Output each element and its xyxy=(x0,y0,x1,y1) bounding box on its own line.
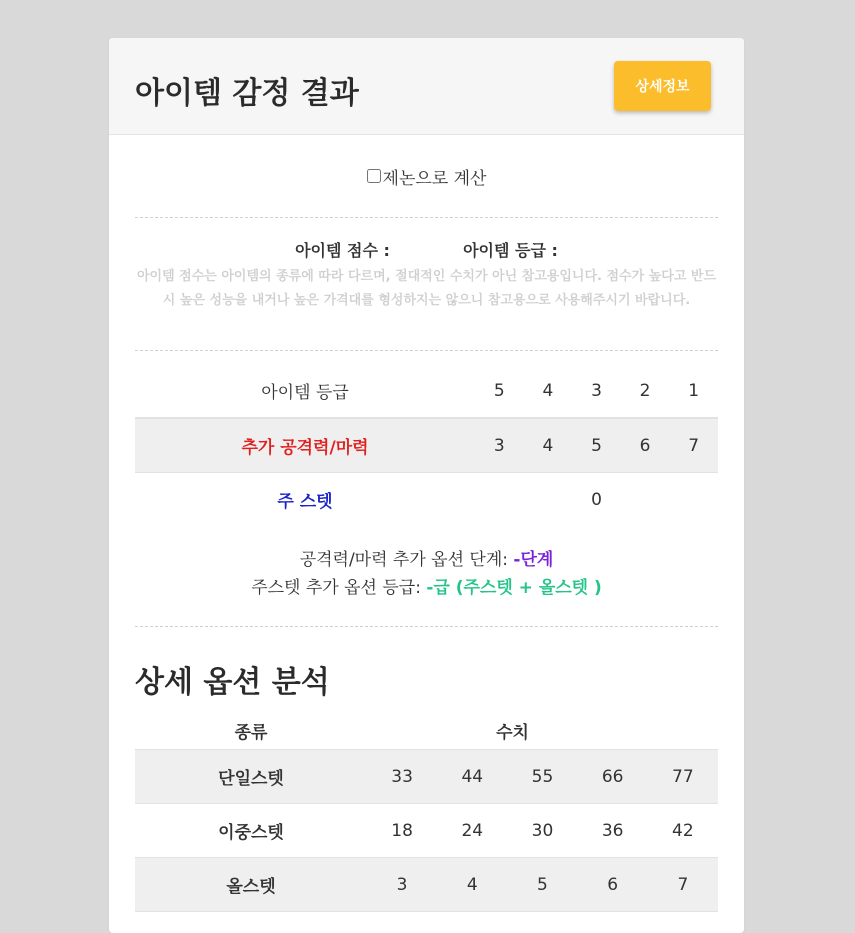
attack-cell: 4 xyxy=(524,418,573,473)
stat-grade-label: 주스텟 추가 옵션 등급: xyxy=(251,578,427,598)
value-column-header: 수치 xyxy=(496,722,529,743)
attack-cell: 5 xyxy=(572,418,621,473)
main-stat-cell: 0 xyxy=(591,489,602,510)
type-column-header: 종류 xyxy=(234,722,268,743)
page-title: 아이템 감정 결과 xyxy=(135,76,359,111)
main-stat-cell xyxy=(669,473,718,527)
option-cell: 33 xyxy=(367,750,437,804)
option-cell: 66 xyxy=(578,750,648,804)
result-card xyxy=(109,38,744,933)
grade-header-label: 아이템 등급 xyxy=(261,383,349,403)
item-score-label: 아이템 점수 : xyxy=(295,241,390,260)
grade-cell: 1 xyxy=(688,380,700,401)
option-cell: 4 xyxy=(437,858,507,912)
main-stat-cell xyxy=(475,473,524,527)
option-cell: 42 xyxy=(672,820,694,841)
item-grade-label: 아이템 등급 : xyxy=(463,241,558,260)
zenon-checkbox[interactable] xyxy=(367,169,381,183)
option-cell: 30 xyxy=(531,820,554,841)
score-note: 아이템 점수는 아이템의 종류에 따라 다르며, 절대적인 수치가 아닌 참고용입니다. 점수가 높다고 반드시 높은 성능을 내거나 높은 가격대를 형성하지는 않으니 참고용으로 사용해주시기 바랍니다. xyxy=(136,269,717,308)
option-cell: 77 xyxy=(648,750,718,804)
detail-info-button[interactable]: 상세정보 xyxy=(614,61,711,111)
option-row xyxy=(135,804,718,858)
attack-cell: 7 xyxy=(669,418,718,473)
attack-row xyxy=(135,418,718,473)
zenon-toggle[interactable] xyxy=(135,135,718,217)
option-summary xyxy=(135,546,718,626)
zenon-label: 제논으로 계산 xyxy=(382,168,487,189)
grade-cell: 4 xyxy=(542,380,554,401)
grade-table xyxy=(135,364,718,526)
main-stat-cell xyxy=(621,473,670,527)
divider xyxy=(135,626,718,627)
option-cell: 5 xyxy=(507,858,577,912)
attack-cell: 6 xyxy=(621,418,670,473)
attack-cell: 3 xyxy=(475,418,524,473)
main-stat-label: 주 스텟 xyxy=(277,492,333,512)
score-section xyxy=(135,218,718,350)
option-cell: 24 xyxy=(461,820,484,841)
option-cell: 55 xyxy=(507,750,577,804)
grade-cell: 3 xyxy=(591,380,602,401)
grade-header-row xyxy=(135,364,718,418)
option-cell: 3 xyxy=(367,858,437,912)
option-analysis-title: 상세 옵션 분석 xyxy=(135,665,330,700)
main-stat-cell xyxy=(524,473,573,527)
divider xyxy=(135,350,718,351)
card-header xyxy=(109,38,744,135)
option-name: 올스텟 xyxy=(135,858,367,912)
option-row xyxy=(135,858,718,912)
attack-stage-value: -단계 xyxy=(513,550,554,570)
attack-label: 추가 공격력/마력 xyxy=(135,418,475,473)
option-cell: 18 xyxy=(391,820,413,841)
option-table xyxy=(135,711,718,912)
grade-cell: 2 xyxy=(639,380,651,401)
main-stat-row xyxy=(135,473,718,527)
option-name: 이중스텟 xyxy=(218,823,284,843)
option-cell: 36 xyxy=(601,820,624,841)
grade-cell: 5 xyxy=(493,380,505,401)
stat-grade-value: -급 (주스텟 + 올스텟 ) xyxy=(426,578,602,598)
option-cell: 44 xyxy=(437,750,507,804)
option-name: 단일스텟 xyxy=(135,750,367,804)
option-cell: 7 xyxy=(648,858,718,912)
option-header-row xyxy=(135,711,718,750)
option-cell: 6 xyxy=(578,858,648,912)
option-row xyxy=(135,750,718,804)
attack-stage-label: 공격력/마력 추가 옵션 단계: xyxy=(299,550,514,570)
